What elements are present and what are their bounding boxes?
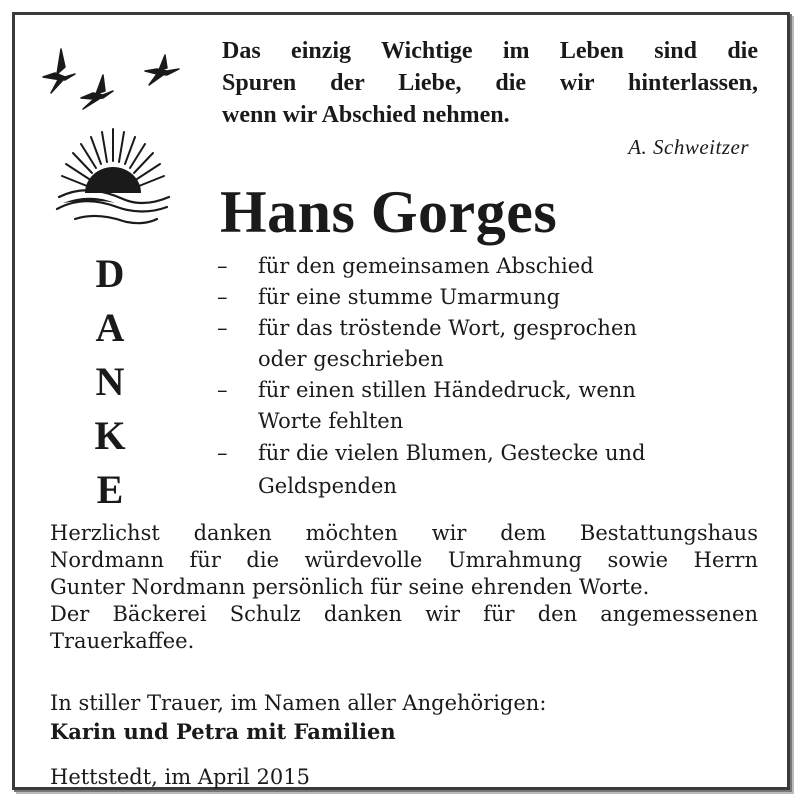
list-dash: – [217,316,228,340]
obituary-card [12,12,790,790]
list-item [215,251,735,282]
list-item-text: für das tröstende Wort, gesprochen [258,316,637,340]
quote-line: wenn wir Abschied nehmen. [222,102,510,128]
gratitude-list [215,251,735,503]
quote [222,35,758,131]
thanks-paragraph [50,520,758,655]
list-dash: – [217,285,228,309]
danke-letter: N [95,359,125,404]
paragraph-line: Trauerkaffee. [50,629,195,653]
sunset-icon [53,123,173,227]
list-item [215,375,735,437]
quote-line: Das einzig Wichtige im Leben sind die [222,38,758,64]
list-item-text: für einen stillen Händedruck, wenn [258,378,636,402]
closing-line: In stiller Trauer, im Namen aller Angehörigen: [50,691,547,715]
list-dash: – [217,378,228,402]
list-item [215,437,735,503]
list-item [215,313,735,375]
place-date: Hettstedt, im April 2015 [50,765,310,789]
danke-letter: E [96,467,124,512]
list-item-text: oder geschrieben [258,347,444,371]
danke-letter: K [94,413,126,458]
paragraph-line: Der Bäckerei Schulz danken wir für den angemessenen [50,602,758,626]
list-item [215,282,735,313]
list-item-text: für die vielen Blumen, Gestecke und [258,441,646,465]
list-item-text: Worte fehlten [258,409,404,433]
paragraph-line: Herzlichst danken möchten wir dem Bestattungshaus [50,521,758,545]
list-dash: – [217,441,228,465]
list-item-text: Geldspenden [258,474,397,498]
family-signature: Karin und Petra mit Familien [50,719,396,744]
list-item-text: für eine stumme Umarmung [258,285,561,309]
danke-vertical [85,247,135,517]
danke-letter: D [95,251,125,296]
paragraph-line: Gunter Nordmann persönlich für seine ehrenden Worte. [50,575,650,599]
paragraph-line: Nordmann für die würdevolle Umrahmung sowie Herrn [50,548,758,572]
list-item-text: für den gemeinsamen Abschied [258,254,594,278]
danke-letter: A [95,305,125,350]
flying-birds-icon [41,43,191,118]
quote-line: Spuren der Liebe, die wir hinterlassen, [222,70,758,96]
deceased-name: Hans Gorges [220,179,558,245]
quote-author: A. Schweitzer [628,135,749,159]
list-dash: – [217,254,228,278]
